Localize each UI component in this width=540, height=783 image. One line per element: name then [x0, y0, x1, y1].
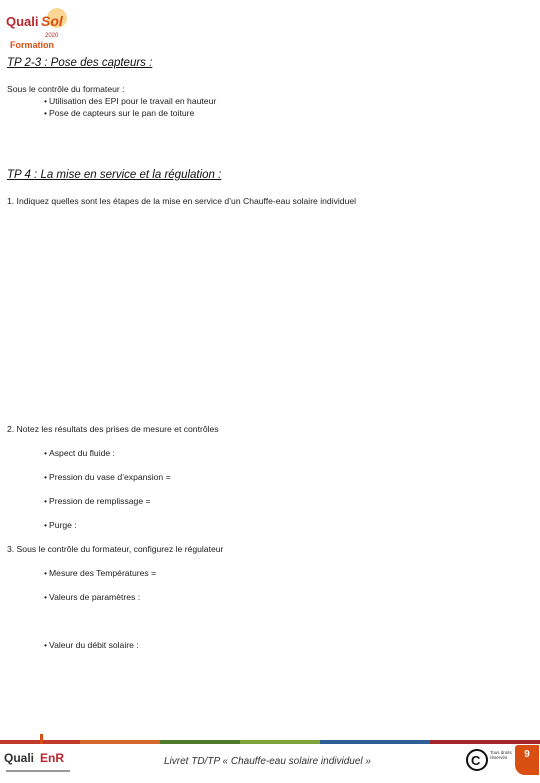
tp23-title: TP 2-3 : Pose des capteurs :: [7, 57, 153, 69]
regulator-item: • Valeurs de paramètres :: [44, 592, 140, 603]
tp4-question-1: 1. Indiquez quelles sont les étapes de la mise en service d’un Chauffe-eau solaire individuel: [7, 196, 357, 206]
svg-text:C: C: [471, 753, 481, 768]
tp23-bullet: • Utilisation des EPI pour le travail en hauteur: [44, 96, 216, 107]
page-number: 9: [515, 745, 539, 775]
tp4-question-3: 3. Sous le contrôle du formateur, configurez le régulateur: [7, 544, 224, 554]
svg-text:Quali: Quali: [4, 751, 35, 765]
svg-text:2020: 2020: [45, 33, 59, 39]
measure-item: • Pression de remplissage =: [44, 496, 151, 507]
footer-bar-segment: [430, 740, 540, 744]
footer-bar-segment: [80, 740, 160, 744]
copyright-text: Tous droits réservés: [490, 750, 512, 760]
footer-document-title: Livret TD/TP « Chauffe-eau solaire individuel »: [164, 756, 371, 767]
svg-text:Sol: Sol: [41, 13, 63, 29]
svg-text:Formation: Formation: [10, 40, 54, 50]
tp23-intro: Sous le contrôle du formateur :: [7, 84, 125, 94]
copyright-badge: [466, 748, 518, 772]
regulator-item: • Valeur du débit solaire :: [44, 640, 139, 651]
measure-item: • Aspect du fluide :: [44, 448, 115, 459]
footer-bar-segment: [160, 740, 240, 744]
svg-text:Quali: Quali: [6, 14, 39, 29]
footer-bar-segment: [240, 740, 320, 744]
qualienr-logo: [2, 734, 78, 778]
measure-item: • Purge :: [44, 520, 77, 531]
footer-color-bar: [0, 740, 540, 744]
measure-item: • Pression du vase d’expansion =: [44, 472, 171, 483]
footer-bar-segment: [320, 740, 430, 744]
svg-text:EnR: EnR: [40, 751, 64, 765]
tp4-question-2: 2. Notez les résultats des prises de mesure et contrôles: [7, 424, 219, 434]
tp23-bullet: • Pose de capteurs sur le pan de toiture: [44, 108, 194, 119]
regulator-item: • Mesure des Températures =: [44, 568, 156, 579]
tp4-title: TP 4 : La mise en service et la régulation :: [7, 169, 222, 181]
qualisol-logo: [5, 4, 73, 52]
